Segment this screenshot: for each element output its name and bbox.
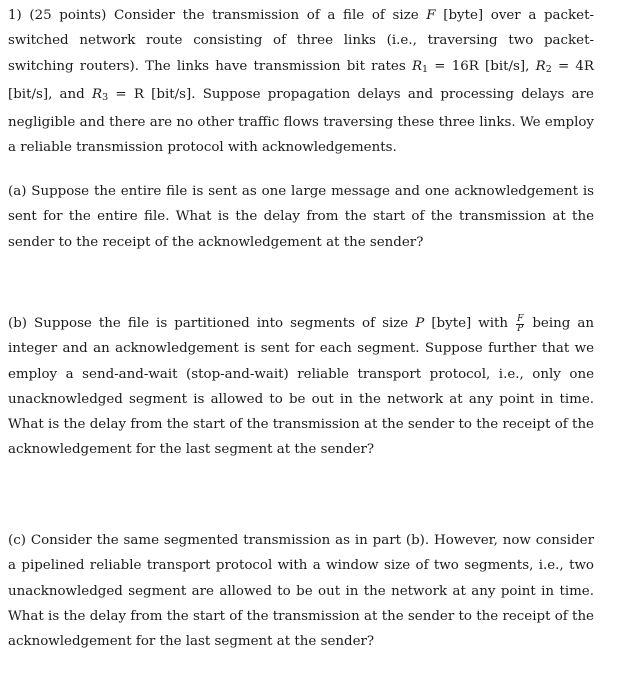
var-P: P: [415, 316, 425, 331]
var-R2: R: [535, 58, 546, 74]
part-b-question: (b) Suppose the file is partitioned into segments of size P [byte] with $\frac{F}{P}$ being an integer and an acknowledgement is sent for each segment. Suppose further that we employ a send-and-wait (stop-and-wait) reliable transport protocol, i.e., only one unacknowledged segment is allowed to be out in the network at any point in time. What is the delay from the start of the transmission at the sender to the receipt of the acknowledgement for the last segment at the sender?: [8, 314, 594, 458]
problem-intro: 1) (25 points) Consider the transmission of a file of size F [byte] over a packet-switched network route consisting of three links (i.e., traversing two packet-switching routers). The links have transmission bit rates $R_1 = 16R$ [bit/s], $R_2 = 4R$ [bit/s], and $R_3 = R$ [bit/s]. Suppose propagation delays and processing delays are negligible and there are no other traffic flows traversing these three links. We employ a reliable transmission protocol with acknowledgements.: [8, 8, 594, 156]
var-R1: R: [411, 58, 423, 74]
part-c-question: (c) Consider the same segmented transmission as in part (b). However, now consider a pipelined reliable transport protocol with a window size of two segments, i.e., two unacknowledged segment are allowed to be out in the network at any point in time. What is the delay from the start of the transmission at the sender to the receipt of the acknowledgement for the last segment at the sender?: [8, 533, 594, 650]
value-R2: = 4R: [551, 58, 594, 74]
var-R3: R: [91, 86, 103, 102]
fraction-F-over-P: $\frac{F}{P}$: [517, 314, 524, 334]
var-F: F: [426, 8, 436, 23]
value-R3: = R: [108, 86, 144, 102]
value-R1: = 16R: [428, 58, 479, 74]
part-a-question: (a) Suppose the entire file is sent as one large message and one acknowledgement is sent for the entire file. What is the delay from the start of the transmission at the sender to the receipt of the acknowledgement at the sender?: [8, 184, 594, 250]
